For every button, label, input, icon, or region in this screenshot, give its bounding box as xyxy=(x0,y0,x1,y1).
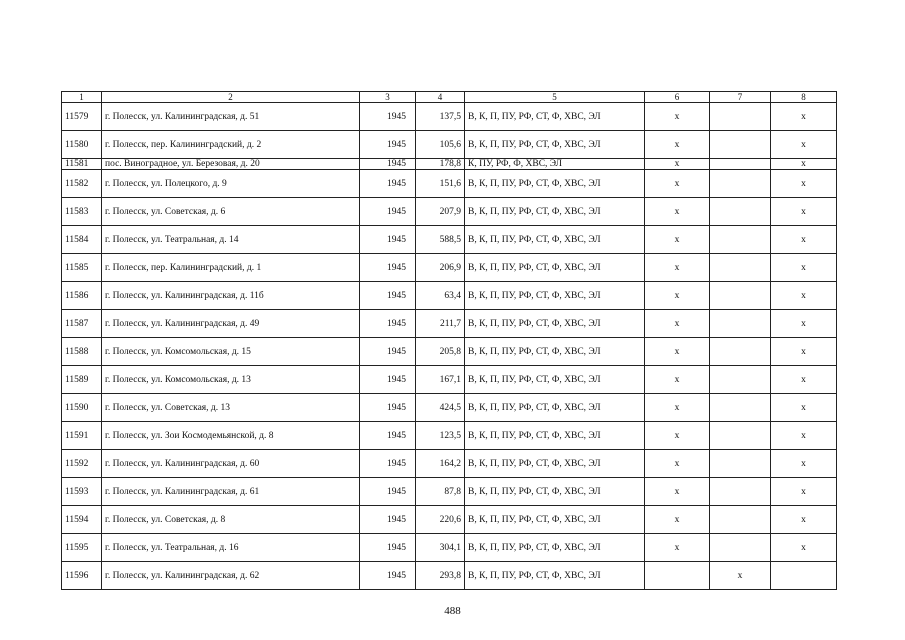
column-7-mark-cell xyxy=(710,422,771,450)
column-8-mark-cell: x xyxy=(771,282,837,310)
year-cell: 1945 xyxy=(360,282,416,310)
column-7-mark-cell xyxy=(710,450,771,478)
column-7-mark-cell: x xyxy=(710,562,771,590)
address-cell: г. Полесск, ул. Советская, д. 8 xyxy=(102,506,360,534)
column-6-mark-cell xyxy=(645,562,710,590)
column-6-mark-cell: x xyxy=(645,506,710,534)
year-cell: 1945 xyxy=(360,159,416,170)
systems-cell: В, К, П, ПУ, РФ, СТ, Ф, ХВС, ЭЛ xyxy=(465,338,645,366)
column-7-mark-cell xyxy=(710,534,771,562)
table-row xyxy=(62,338,837,366)
area-cell: 167,1 xyxy=(416,366,465,394)
column-7-mark-cell xyxy=(710,198,771,226)
column-8-mark-cell: x xyxy=(771,450,837,478)
column-6-mark-cell: x xyxy=(645,338,710,366)
column-7-mark-cell xyxy=(710,103,771,131)
address-cell: г. Полесск, ул. Комсомольская, д. 13 xyxy=(102,366,360,394)
year-cell: 1945 xyxy=(360,131,416,159)
column-6-mark-cell: x xyxy=(645,282,710,310)
column-8-mark-cell xyxy=(771,562,837,590)
year-cell: 1945 xyxy=(360,310,416,338)
column-6-mark-cell: x xyxy=(645,103,710,131)
table-row xyxy=(62,103,837,131)
column-7-mark-cell xyxy=(710,506,771,534)
area-cell: 123,5 xyxy=(416,422,465,450)
column-number-header: 6 xyxy=(645,92,710,103)
address-cell: г. Полесск, ул. Полецкого, д. 9 xyxy=(102,170,360,198)
year-cell: 1945 xyxy=(360,170,416,198)
table-row xyxy=(62,450,837,478)
year-cell: 1945 xyxy=(360,562,416,590)
record-number-cell: 11594 xyxy=(62,506,102,534)
systems-cell: В, К, П, ПУ, РФ, СТ, Ф, ХВС, ЭЛ xyxy=(465,103,645,131)
area-cell: 207,9 xyxy=(416,198,465,226)
area-cell: 220,6 xyxy=(416,506,465,534)
table-row xyxy=(62,478,837,506)
systems-cell: В, К, П, ПУ, РФ, СТ, Ф, ХВС, ЭЛ xyxy=(465,394,645,422)
systems-cell: В, К, П, ПУ, РФ, СТ, Ф, ХВС, ЭЛ xyxy=(465,198,645,226)
column-8-mark-cell: x xyxy=(771,159,837,170)
table-row xyxy=(62,198,837,226)
table-row xyxy=(62,506,837,534)
address-cell: г. Полесск, ул. Калининградская, д. 51 xyxy=(102,103,360,131)
column-7-mark-cell xyxy=(710,131,771,159)
year-cell: 1945 xyxy=(360,422,416,450)
column-8-mark-cell: x xyxy=(771,534,837,562)
column-6-mark-cell: x xyxy=(645,131,710,159)
area-cell: 211,7 xyxy=(416,310,465,338)
column-8-mark-cell: x xyxy=(771,422,837,450)
systems-cell: К, ПУ, РФ, Ф, ХВС, ЭЛ xyxy=(465,159,645,170)
table-row xyxy=(62,422,837,450)
column-number-header: 7 xyxy=(710,92,771,103)
column-number-header: 5 xyxy=(465,92,645,103)
address-cell: г. Полесск, пер. Калининградский, д. 2 xyxy=(102,131,360,159)
record-number-cell: 11588 xyxy=(62,338,102,366)
column-7-mark-cell xyxy=(710,310,771,338)
record-number-cell: 11579 xyxy=(62,103,102,131)
column-6-mark-cell: x xyxy=(645,394,710,422)
systems-cell: В, К, П, ПУ, РФ, СТ, Ф, ХВС, ЭЛ xyxy=(465,562,645,590)
area-cell: 63,4 xyxy=(416,282,465,310)
systems-cell: В, К, П, ПУ, РФ, СТ, Ф, ХВС, ЭЛ xyxy=(465,254,645,282)
column-number-header-row xyxy=(62,92,837,103)
column-7-mark-cell xyxy=(710,478,771,506)
record-number-cell: 11581 xyxy=(62,159,102,170)
year-cell: 1945 xyxy=(360,366,416,394)
systems-cell: В, К, П, ПУ, РФ, СТ, Ф, ХВС, ЭЛ xyxy=(465,506,645,534)
year-cell: 1945 xyxy=(360,338,416,366)
address-cell: г. Полесск, ул. Советская, д. 6 xyxy=(102,198,360,226)
column-8-mark-cell: x xyxy=(771,338,837,366)
systems-cell: В, К, П, ПУ, РФ, СТ, Ф, ХВС, ЭЛ xyxy=(465,170,645,198)
year-cell: 1945 xyxy=(360,478,416,506)
column-6-mark-cell: x xyxy=(645,478,710,506)
column-6-mark-cell: x xyxy=(645,422,710,450)
area-cell: 424,5 xyxy=(416,394,465,422)
table-row xyxy=(62,394,837,422)
column-7-mark-cell xyxy=(710,366,771,394)
record-number-cell: 11592 xyxy=(62,450,102,478)
address-cell: г. Полесск, ул. Калининградская, д. 11б xyxy=(102,282,360,310)
address-cell: пос. Виноградное, ул. Березовая, д. 20 xyxy=(102,159,360,170)
column-7-mark-cell xyxy=(710,338,771,366)
record-number-cell: 11587 xyxy=(62,310,102,338)
column-8-mark-cell: x xyxy=(771,394,837,422)
column-8-mark-cell: x xyxy=(771,310,837,338)
area-cell: 304,1 xyxy=(416,534,465,562)
area-cell: 293,8 xyxy=(416,562,465,590)
area-cell: 164,2 xyxy=(416,450,465,478)
address-cell: г. Полесск, ул. Зои Космодемьянской, д. 8 xyxy=(102,422,360,450)
record-number-cell: 11583 xyxy=(62,198,102,226)
record-number-cell: 11596 xyxy=(62,562,102,590)
year-cell: 1945 xyxy=(360,226,416,254)
area-cell: 87,8 xyxy=(416,478,465,506)
table-row xyxy=(62,170,837,198)
address-cell: г. Полесск, ул. Калининградская, д. 60 xyxy=(102,450,360,478)
column-8-mark-cell: x xyxy=(771,103,837,131)
column-7-mark-cell xyxy=(710,226,771,254)
column-8-mark-cell: x xyxy=(771,254,837,282)
record-number-cell: 11582 xyxy=(62,170,102,198)
record-number-cell: 11584 xyxy=(62,226,102,254)
register-table xyxy=(61,91,837,590)
address-cell: г. Полесск, пер. Калининградский, д. 1 xyxy=(102,254,360,282)
column-6-mark-cell: x xyxy=(645,534,710,562)
column-7-mark-cell xyxy=(710,254,771,282)
year-cell: 1945 xyxy=(360,103,416,131)
column-8-mark-cell: x xyxy=(771,131,837,159)
column-6-mark-cell: x xyxy=(645,310,710,338)
systems-cell: В, К, П, ПУ, РФ, СТ, Ф, ХВС, ЭЛ xyxy=(465,282,645,310)
area-cell: 205,8 xyxy=(416,338,465,366)
systems-cell: В, К, П, ПУ, РФ, СТ, Ф, ХВС, ЭЛ xyxy=(465,478,645,506)
record-number-cell: 11580 xyxy=(62,131,102,159)
column-8-mark-cell: x xyxy=(771,506,837,534)
table-row xyxy=(62,562,837,590)
area-cell: 588,5 xyxy=(416,226,465,254)
year-cell: 1945 xyxy=(360,254,416,282)
area-cell: 206,9 xyxy=(416,254,465,282)
table-row xyxy=(62,159,837,170)
systems-cell: В, К, П, ПУ, РФ, СТ, Ф, ХВС, ЭЛ xyxy=(465,450,645,478)
area-cell: 151,6 xyxy=(416,170,465,198)
address-cell: г. Полесск, ул. Комсомольская, д. 15 xyxy=(102,338,360,366)
table-row xyxy=(62,131,837,159)
table-row xyxy=(62,226,837,254)
column-6-mark-cell: x xyxy=(645,226,710,254)
record-number-cell: 11593 xyxy=(62,478,102,506)
systems-cell: В, К, П, ПУ, РФ, СТ, Ф, ХВС, ЭЛ xyxy=(465,310,645,338)
table-row xyxy=(62,366,837,394)
column-number-header: 8 xyxy=(771,92,837,103)
column-7-mark-cell xyxy=(710,394,771,422)
column-7-mark-cell xyxy=(710,170,771,198)
year-cell: 1945 xyxy=(360,450,416,478)
area-cell: 178,8 xyxy=(416,159,465,170)
column-6-mark-cell: x xyxy=(645,159,710,170)
column-number-header: 3 xyxy=(360,92,416,103)
year-cell: 1945 xyxy=(360,506,416,534)
table-row xyxy=(62,534,837,562)
table-row xyxy=(62,310,837,338)
record-number-cell: 11590 xyxy=(62,394,102,422)
year-cell: 1945 xyxy=(360,394,416,422)
record-number-cell: 11595 xyxy=(62,534,102,562)
systems-cell: В, К, П, ПУ, РФ, СТ, Ф, ХВС, ЭЛ xyxy=(465,534,645,562)
column-number-header: 2 xyxy=(102,92,360,103)
area-cell: 105,6 xyxy=(416,131,465,159)
column-6-mark-cell: x xyxy=(645,450,710,478)
systems-cell: В, К, П, ПУ, РФ, СТ, Ф, ХВС, ЭЛ xyxy=(465,131,645,159)
address-cell: г. Полесск, ул. Калининградская, д. 49 xyxy=(102,310,360,338)
column-8-mark-cell: x xyxy=(771,170,837,198)
address-cell: г. Полесск, ул. Калининградская, д. 61 xyxy=(102,478,360,506)
systems-cell: В, К, П, ПУ, РФ, СТ, Ф, ХВС, ЭЛ xyxy=(465,226,645,254)
column-6-mark-cell: x xyxy=(645,254,710,282)
address-cell: г. Полесск, ул. Театральная, д. 14 xyxy=(102,226,360,254)
record-number-cell: 11589 xyxy=(62,366,102,394)
address-cell: г. Полесск, ул. Театральная, д. 16 xyxy=(102,534,360,562)
record-number-cell: 11585 xyxy=(62,254,102,282)
systems-cell: В, К, П, ПУ, РФ, СТ, Ф, ХВС, ЭЛ xyxy=(465,422,645,450)
address-cell: г. Полесск, ул. Калининградская, д. 62 xyxy=(102,562,360,590)
year-cell: 1945 xyxy=(360,534,416,562)
systems-cell: В, К, П, ПУ, РФ, СТ, Ф, ХВС, ЭЛ xyxy=(465,366,645,394)
column-6-mark-cell: x xyxy=(645,366,710,394)
column-7-mark-cell xyxy=(710,159,771,170)
table-row xyxy=(62,282,837,310)
area-cell: 137,5 xyxy=(416,103,465,131)
page-number: 488 xyxy=(444,605,461,617)
column-number-header: 4 xyxy=(416,92,465,103)
column-7-mark-cell xyxy=(710,282,771,310)
column-8-mark-cell: x xyxy=(771,366,837,394)
record-number-cell: 11591 xyxy=(62,422,102,450)
column-6-mark-cell: x xyxy=(645,170,710,198)
column-6-mark-cell: x xyxy=(645,198,710,226)
record-number-cell: 11586 xyxy=(62,282,102,310)
column-8-mark-cell: x xyxy=(771,198,837,226)
address-cell: г. Полесск, ул. Советская, д. 13 xyxy=(102,394,360,422)
column-8-mark-cell: x xyxy=(771,478,837,506)
year-cell: 1945 xyxy=(360,198,416,226)
column-number-header: 1 xyxy=(62,92,102,103)
column-8-mark-cell: x xyxy=(771,226,837,254)
table-row xyxy=(62,254,837,282)
